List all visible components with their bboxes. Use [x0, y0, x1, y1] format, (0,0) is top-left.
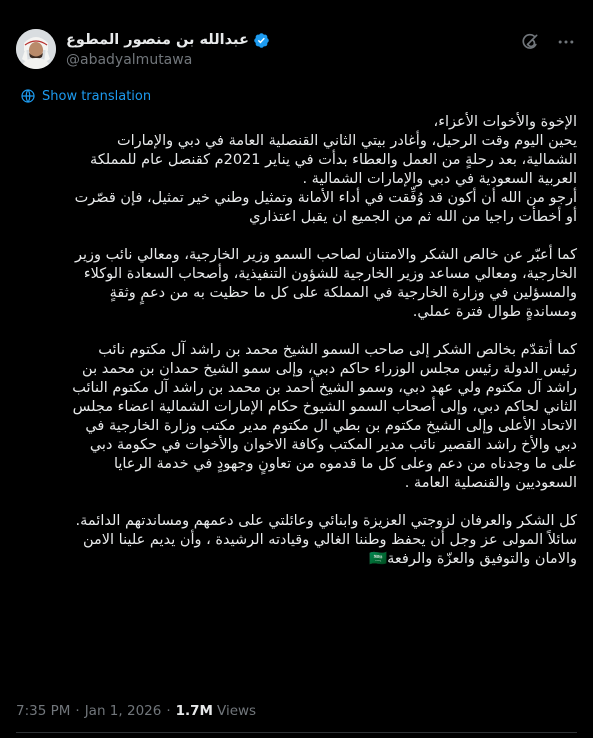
- text-line: العربية السعودية في دبي والإمارات الشمالية .: [302, 171, 577, 187]
- text-line: ومساندةٍ طوال فترة عملي.: [412, 304, 577, 320]
- text-line: الشمالية، بعد رحلةٍ من العمل والعطاء بدأت في يناير 2021م كقنصل عام للمملكة: [90, 152, 577, 168]
- tweet-meta: [16, 703, 256, 719]
- text-line: الخارجية، ومعالي مساعد وزير الخارجية للشؤون التنفيذية، وأصحاب السعادة الوكلاء: [83, 266, 577, 282]
- meta-separator: ·: [75, 703, 80, 719]
- author-info: [66, 30, 270, 68]
- paragraph: [16, 246, 577, 322]
- show-translation-link[interactable]: [20, 88, 151, 104]
- text-line: الإخوة والأخوات الأعزاء،: [433, 114, 577, 130]
- text-line: الاتحاد الأعلى وإلى الشيخ مكتوم بن بطي ال مكتوم مدير مكتب وزارة الخارجية في: [85, 418, 577, 434]
- text-line: أرجو من الله أن أكون قد وُفِّقت في أداء الأمانة وتمثيل وطني خير تمثيل، فإن قصّرت: [74, 190, 577, 206]
- tweet-date[interactable]: Jan 1, 2026: [84, 703, 162, 719]
- text-line: والمسؤلين في وزارة الخارجية في المملكة على كل ما حظيت به من دعمٍ وثقةٍ: [109, 285, 577, 301]
- name-row: [66, 30, 270, 50]
- text-line: كل الشكر والعرفان لزوجتي العزيزة وابنائي وعائلتي على دعمهم ومساندتهم الدائمة.: [75, 513, 577, 529]
- paragraph: [16, 512, 577, 569]
- divider: [16, 732, 577, 733]
- text-line: الثاني لحاكم دبي، وإلى أصحاب السمو الشيوخ حكام الإمارات الشمالية اعضاء مجلس: [72, 399, 577, 415]
- text-line: دبي والأخ راشد القصير نائب مدير المكتب وكافة الاخوان والأخوات في حكومة دبي: [89, 437, 577, 453]
- tweet-time[interactable]: 7:35 PM: [16, 703, 71, 719]
- verified-badge-icon: [253, 32, 270, 49]
- more-options-icon[interactable]: [555, 31, 577, 53]
- text-line: كما أعبّر عن خالص الشكر والامتنان لصاحب السمو وزير الخارجية، ومعالي نائب وزير: [75, 247, 577, 263]
- tweet-header: [16, 25, 577, 75]
- handle[interactable]: @abadyalmutawa: [66, 52, 193, 68]
- paragraph: [16, 113, 577, 227]
- display-name[interactable]: عبدالله بن منصور المطوع: [66, 32, 249, 48]
- text-line: يحين اليوم وقت الرحيل، وأغادر بيتي الثاني القنصلية العامة في دبي والإمارات: [117, 133, 577, 149]
- text-line: سائلاً المولى عز وجل أن يحفظ وطننا الغالي وقيادته الرشيدة ، وأن يديم علينا الامن: [82, 532, 577, 548]
- text-line: والامان والتوفيق والعزّة والرفعة🇸🇦: [369, 551, 577, 567]
- text-line: رئيس الدولة رئيس مجلس الوزراء حاكم دبي، وإلى سمو الشيخ حمدان بن محمد بن: [82, 361, 577, 377]
- text-line: كما أتقدّم بخالص الشكر إلى صاحب السمو الشيخ محمد بن راشد آل مكتوم نائب: [98, 342, 577, 358]
- meta-separator: ·: [166, 703, 171, 719]
- avatar-image: [16, 29, 56, 69]
- avatar[interactable]: [16, 29, 56, 69]
- views-label: Views: [217, 703, 257, 719]
- text-line: أو أخطأت راجيا من الله ثم من الجميع ان يقبل اعتذاري: [249, 209, 577, 225]
- grok-icon[interactable]: [519, 31, 541, 53]
- show-translation-label: Show translation: [42, 88, 152, 104]
- views-count[interactable]: 1.7M: [175, 703, 213, 719]
- text-line: على ما وجدناه من دعم وعلى كل ما قدموه من تعاونٍ وجهودٍ في خدمة الرعايا: [113, 456, 577, 472]
- text-line: السعوديين والقنصلية العامة .: [404, 475, 577, 491]
- tweet-body: [16, 113, 577, 588]
- header-actions: [519, 31, 577, 53]
- translate-icon: [20, 88, 36, 104]
- text-line: راشد آل مكتوم ولي عهد دبي، وسمو الشيخ أحمد بن محمد بن راشد آل مكتوم النائب: [72, 380, 577, 396]
- paragraph: [16, 341, 577, 493]
